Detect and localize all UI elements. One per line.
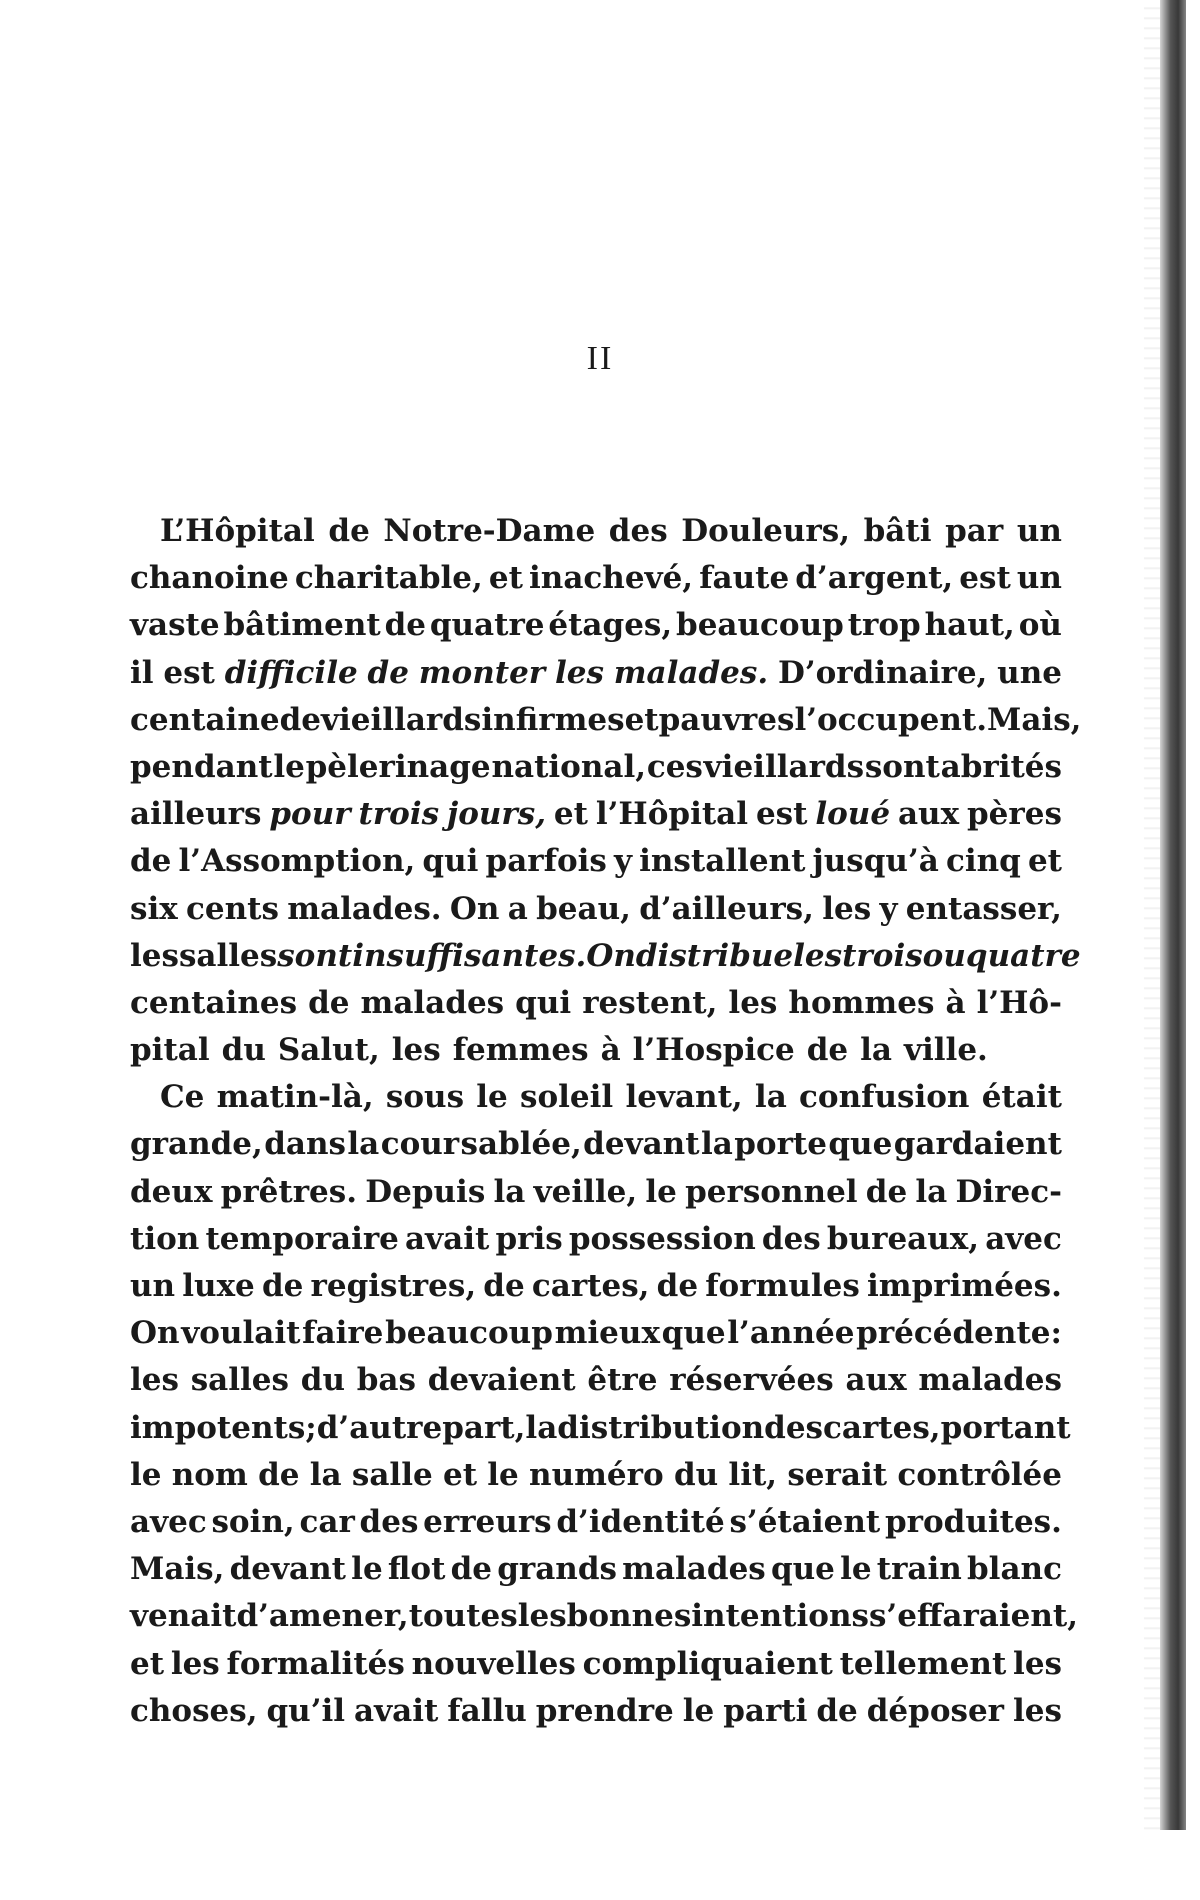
text-line [130, 1169, 1062, 1216]
word: par [945, 513, 1004, 549]
word: sont [864, 748, 940, 785]
word: pris [495, 1220, 563, 1257]
word: jours, [446, 796, 546, 833]
word: qui [515, 984, 572, 1021]
text-line [130, 1546, 1062, 1593]
word: six [130, 890, 178, 927]
word: erreurs [423, 1503, 552, 1540]
word: Ce [160, 1079, 205, 1116]
word: train [876, 1551, 962, 1588]
word: matin-là, [216, 1079, 374, 1116]
text-line [130, 1216, 1062, 1263]
word: salle [351, 1456, 433, 1493]
word: bonnes [566, 1598, 692, 1635]
word: avec [130, 1503, 207, 1540]
text-line [130, 1593, 1079, 1640]
word: tion [130, 1220, 200, 1257]
word: On [130, 1315, 180, 1352]
word: un [130, 1268, 176, 1304]
word: lit, [728, 1456, 778, 1493]
text-line [130, 650, 1062, 697]
word: où [1018, 607, 1062, 644]
word: être [587, 1362, 658, 1399]
word: infirmes [481, 701, 625, 738]
word: l’année [727, 1315, 855, 1352]
word: deux [130, 1173, 213, 1210]
text-line [130, 1027, 1062, 1074]
word: ailleurs [130, 796, 262, 833]
word: les [391, 1032, 441, 1069]
body-text [130, 508, 1082, 1735]
word: Douleurs, [681, 513, 850, 549]
word: l’Hospice [632, 1032, 795, 1069]
word: devant [583, 1126, 700, 1163]
word: porte [734, 1126, 827, 1163]
word: beau, [536, 890, 631, 927]
word: l’Assomption, [178, 843, 416, 880]
word: loué [815, 796, 891, 833]
word: avait [405, 1220, 490, 1257]
word: parfois [485, 843, 607, 880]
word: et [553, 796, 588, 833]
word: voulait [181, 1315, 301, 1352]
word: aux [845, 1362, 907, 1399]
word: les [1012, 1692, 1062, 1729]
page-edge-speckle [1144, 0, 1160, 1830]
word: de [806, 1032, 849, 1069]
word: confusion [799, 1079, 970, 1116]
word: imprimées. [867, 1268, 1062, 1304]
word: Mais, [130, 1551, 225, 1588]
word: choses, [130, 1692, 258, 1729]
word: possession [568, 1220, 756, 1257]
word: devaient [427, 1362, 576, 1399]
text-line [130, 1405, 1071, 1452]
word: le [487, 1456, 519, 1493]
word: avait [354, 1692, 439, 1729]
text-line [130, 555, 1062, 602]
word: Notre-Dame [383, 513, 596, 549]
word: nouvelles [411, 1645, 576, 1682]
word: numéro [529, 1456, 664, 1493]
word: de [258, 1456, 300, 1493]
word: de [483, 1268, 525, 1304]
word: ces [646, 748, 703, 785]
word: des [764, 1409, 824, 1446]
word: d’argent, [795, 560, 954, 597]
word: les [130, 937, 179, 974]
word: et [624, 701, 659, 738]
word: malades [622, 1551, 766, 1588]
word: femmes [452, 1032, 589, 1069]
word: aux [897, 796, 960, 833]
text-line [130, 1641, 1062, 1688]
word: sont [277, 937, 353, 974]
text-line [130, 508, 1062, 555]
text-line [130, 1263, 1062, 1310]
word: mieux [554, 1315, 660, 1352]
word: trois [842, 937, 923, 974]
word: et [488, 560, 523, 597]
word: de [656, 1268, 699, 1304]
word: cartes, [531, 1268, 650, 1304]
word: de [261, 1268, 304, 1304]
word: y [879, 890, 898, 927]
word: malades [360, 984, 505, 1021]
word: qu’il [266, 1692, 346, 1729]
text-line [130, 791, 1062, 838]
word: malades [918, 1362, 1062, 1399]
word: gardaient [893, 1126, 1062, 1163]
word: entasser, [905, 890, 1062, 927]
word: veille, [533, 1173, 638, 1210]
word: le [645, 1173, 677, 1210]
word: la [754, 1079, 787, 1116]
word: salles [178, 937, 278, 974]
word: y [613, 843, 632, 880]
word: produites. [884, 1503, 1062, 1540]
word: salles [190, 1362, 289, 1399]
word: temporaire [205, 1220, 399, 1257]
word: levant, [625, 1079, 743, 1116]
word: les [170, 1645, 220, 1682]
word: est [163, 654, 215, 691]
word: D’ordinaire, [777, 654, 988, 691]
word: Depuis [365, 1173, 486, 1210]
word: sous [385, 1079, 465, 1116]
word: une [997, 654, 1062, 691]
word: faire [302, 1315, 384, 1352]
word: Direc- [955, 1173, 1062, 1210]
word: bas [356, 1362, 416, 1399]
word: déposer [866, 1692, 1005, 1729]
word: de [816, 1692, 858, 1729]
text-line [130, 1121, 1062, 1168]
text-line [130, 602, 1062, 649]
word: les [728, 984, 778, 1021]
word: les [130, 1362, 179, 1399]
text-line [130, 744, 1062, 791]
word: personnel [685, 1173, 858, 1210]
word: des [608, 513, 668, 549]
word: le [476, 1079, 508, 1116]
word: un [1016, 513, 1062, 549]
word: les [554, 654, 604, 691]
word: la [915, 1173, 948, 1210]
word: le [840, 1551, 872, 1588]
word: compliquaient [582, 1645, 833, 1682]
word: les [517, 1598, 567, 1635]
word: On [586, 937, 636, 974]
word: ville. [903, 1032, 988, 1069]
word: le [273, 748, 305, 785]
word: car [299, 1503, 355, 1540]
word: hommes [788, 984, 935, 1021]
word: blanc [967, 1551, 1062, 1588]
word: beaucoup [385, 1315, 553, 1352]
word: centaines [130, 984, 298, 1021]
text-line [130, 1074, 1062, 1121]
word: toutes [408, 1598, 518, 1635]
word: cartes, [823, 1409, 941, 1446]
word: du [300, 1362, 345, 1399]
word: distribution [557, 1409, 765, 1446]
word: faute [699, 560, 790, 597]
word: haut, [924, 607, 1015, 644]
word: national, [491, 748, 647, 785]
word: pital [130, 1032, 210, 1069]
page-edge-shadow [1160, 0, 1186, 1830]
word: pères [966, 796, 1062, 833]
word: qui [422, 843, 479, 880]
word: grande, [130, 1126, 263, 1163]
word: de [865, 1173, 908, 1210]
word: d’amener, [236, 1598, 409, 1635]
word: intentions [691, 1598, 869, 1635]
word: l’occupent. [794, 701, 988, 738]
word: de [328, 513, 370, 549]
word: serait [787, 1456, 888, 1493]
word: il [130, 654, 154, 691]
word: et [130, 1645, 165, 1682]
word: registres, [310, 1268, 477, 1304]
word: l’Hô- [976, 984, 1062, 1021]
word: la [700, 1126, 733, 1163]
word: bâtiment [223, 607, 381, 644]
word: grands [497, 1551, 617, 1588]
word: que [770, 1551, 835, 1588]
word: abrités [940, 748, 1062, 785]
word: de [130, 843, 172, 880]
word: vaste [130, 607, 220, 644]
word: prendre [535, 1692, 674, 1729]
text-line [130, 1452, 1062, 1499]
word: malades. [287, 890, 442, 927]
word: d’ailleurs, [639, 890, 814, 927]
word: avec [985, 1220, 1062, 1257]
word: cents [186, 890, 279, 927]
word: pour [269, 796, 351, 833]
word: charitable, [294, 560, 483, 597]
word: soleil [520, 1079, 614, 1116]
word: formalités [226, 1645, 405, 1682]
word: soin, [211, 1503, 295, 1540]
word: contrôlée [897, 1456, 1062, 1493]
text-line [130, 697, 1082, 744]
word: quatre [965, 937, 1081, 974]
word: étages, [548, 607, 673, 644]
word: du [221, 1032, 266, 1069]
word: était [981, 1079, 1062, 1116]
word: le [682, 1692, 715, 1729]
word: des [761, 1220, 821, 1257]
word: de [279, 701, 321, 738]
word: la [525, 1409, 558, 1446]
word: beaucoup [676, 607, 844, 644]
word: un [1016, 560, 1062, 597]
text-line [130, 1688, 1062, 1735]
word: jusqu’à [812, 843, 939, 880]
word: de [308, 984, 350, 1021]
word: centaine [130, 701, 280, 738]
word: chanoine [130, 560, 289, 597]
word: malades. [613, 654, 769, 691]
word: les [1013, 1645, 1062, 1682]
word: ou [922, 937, 966, 974]
word: vieillards [703, 748, 865, 785]
text-line [130, 933, 1081, 980]
word: des [359, 1503, 419, 1540]
word: formules [705, 1268, 860, 1304]
word: sablée, [460, 1126, 582, 1163]
word: vieillards [321, 701, 482, 738]
word: pendant [130, 748, 273, 785]
word: tellement [839, 1645, 1007, 1682]
word: d’autre [316, 1409, 443, 1446]
word: de [450, 1551, 492, 1588]
word: les [793, 937, 843, 974]
word: s’étaient [729, 1503, 881, 1540]
text-line [130, 886, 1062, 933]
word: portant [940, 1409, 1071, 1446]
word: devant [229, 1551, 346, 1588]
word: que [661, 1315, 726, 1352]
word: inachevé, [529, 560, 694, 597]
word: précédente: [856, 1315, 1062, 1352]
word: à [600, 1032, 621, 1069]
word: les [822, 890, 872, 927]
word: prêtres. [220, 1173, 357, 1210]
word: cinq [945, 843, 1021, 880]
word: réservées [669, 1362, 834, 1399]
word: Salut, [277, 1032, 380, 1069]
word: restent, [582, 984, 718, 1021]
word: la [493, 1173, 526, 1210]
word: nom [171, 1456, 248, 1493]
word: que [828, 1126, 893, 1163]
word: parti [723, 1692, 808, 1729]
word: est [755, 796, 808, 833]
text-line [130, 1310, 1062, 1357]
word: le [130, 1456, 162, 1493]
word: part, [442, 1409, 526, 1446]
word: installent [639, 843, 806, 880]
word: à [945, 984, 966, 1021]
word: le [351, 1551, 383, 1588]
word: de [367, 654, 409, 691]
word: monter [418, 654, 546, 691]
word: a [507, 890, 528, 927]
word: cour [380, 1126, 460, 1163]
word: impotents; [130, 1409, 317, 1446]
word: s’effaraient, [868, 1598, 1079, 1635]
word: de [384, 607, 426, 644]
word: trois [358, 796, 440, 833]
word: On [449, 890, 500, 927]
text-line [130, 838, 1062, 885]
word: la [860, 1032, 892, 1069]
text-line [130, 1357, 1062, 1404]
word: bureaux, [826, 1220, 980, 1257]
word: luxe [182, 1268, 255, 1304]
word: pauvres [658, 701, 795, 738]
word: du [673, 1456, 719, 1493]
word: et [1027, 843, 1062, 880]
word: venait [130, 1598, 237, 1635]
chapter-number: II [586, 340, 614, 377]
word: bâti [863, 513, 932, 549]
word: pèlerinage [305, 748, 491, 785]
word: l’Hôpital [595, 796, 749, 833]
word: et [442, 1456, 478, 1493]
word: distribue [635, 937, 794, 974]
word: quatre [429, 607, 545, 644]
word: difficile [224, 654, 358, 691]
word: la [309, 1456, 342, 1493]
word: d’identité [556, 1503, 725, 1540]
word: trop [847, 607, 921, 644]
word: dans [264, 1126, 346, 1163]
text-line [130, 1499, 1062, 1546]
word: est [959, 560, 1011, 597]
word: la [347, 1126, 380, 1163]
word: flot [387, 1551, 446, 1588]
word: Mais, [987, 701, 1082, 738]
text-line [130, 980, 1062, 1027]
word: L’Hôpital [160, 513, 315, 549]
word: fallu [447, 1692, 527, 1729]
word: insuffisantes. [352, 937, 587, 974]
